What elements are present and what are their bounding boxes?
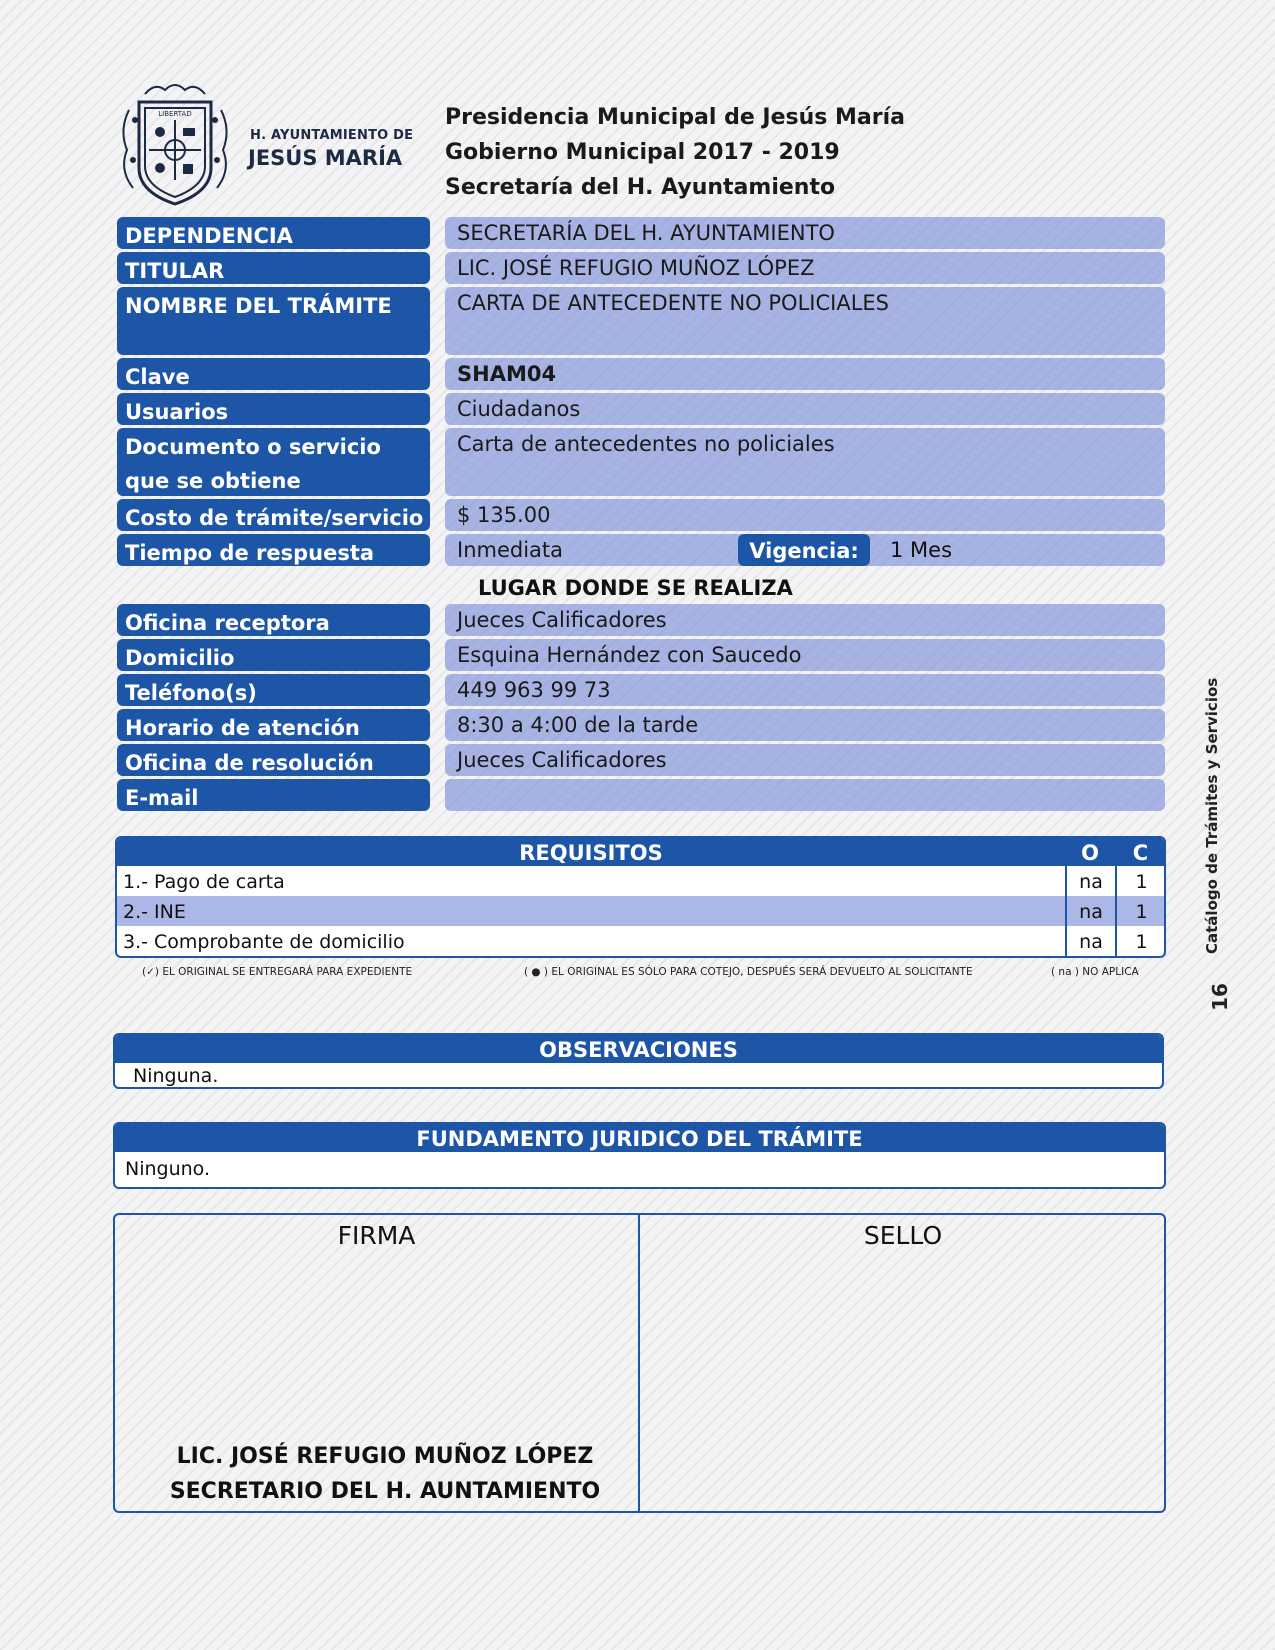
domicilio-label: Domicilio: [117, 639, 430, 671]
horario-value: 8:30 a 4:00 de la tarde: [445, 709, 1165, 741]
observaciones-title: OBSERVACIONES: [115, 1035, 1162, 1063]
heading-line-2: Gobierno Municipal 2017 - 2019: [445, 140, 840, 165]
observaciones-text: Ninguna.: [133, 1065, 219, 1087]
observaciones-box: [113, 1033, 1164, 1089]
telefono-label: Teléfono(s): [117, 674, 430, 706]
firma-sello-box: [113, 1213, 1166, 1513]
catalog-caption: Catálogo de Trámites y Servicios: [1203, 677, 1221, 954]
column-c-header: C: [1132, 841, 1149, 865]
oficina-receptora-value: Jueces Calificadores: [445, 604, 1165, 636]
lugar-heading: LUGAR DONDE SE REALIZA: [478, 576, 793, 600]
costo-label: Costo de trámite/servicio: [117, 499, 430, 531]
org-name-small: H. AYUNTAMIENTO DE: [250, 128, 414, 143]
requisito-text: 1.- Pago de carta: [123, 871, 285, 893]
table-row: [117, 926, 1164, 956]
document-heading: [445, 100, 905, 205]
nombre-tramite-label: NOMBRE DEL TRÁMITE: [117, 287, 430, 355]
telefono-value: 449 963 99 73: [445, 674, 1165, 706]
signatory-name: LIC. JOSÉ REFUGIO MUÑOZ LÓPEZ: [176, 1444, 594, 1469]
table-row: [117, 866, 1164, 896]
usuarios-value: Ciudadanos: [445, 393, 1165, 425]
dependencia-label: DEPENDENCIA: [117, 217, 430, 249]
oficina-receptora-label: Oficina receptora: [117, 604, 430, 636]
titular-label: TITULAR: [117, 252, 430, 284]
titular-value: LIC. JOSÉ REFUGIO MUÑOZ LÓPEZ: [445, 252, 1165, 284]
legend-no-aplica: ( na ) NO APLICA: [1051, 966, 1139, 978]
tiempo-label: Tiempo de respuesta: [117, 534, 430, 566]
oficina-resolucion-value: Jueces Calificadores: [445, 744, 1165, 776]
heading-line-1: Presidencia Municipal de Jesús María: [445, 105, 906, 130]
heading-line-3: Secretaría del H. Ayuntamiento: [445, 175, 836, 200]
email-label: E-mail: [117, 779, 430, 811]
documento-label-line-2: que se obtiene: [125, 469, 301, 493]
costo-value: $ 135.00: [445, 499, 1165, 531]
requisitos-title: REQUISITOS: [519, 841, 663, 865]
svg-text:LIBERTAD: LIBERTAD: [158, 110, 192, 118]
documento-value: Carta de antecedentes no policiales: [445, 428, 1165, 496]
usuarios-label: Usuarios: [117, 393, 430, 425]
clave-value: SHAM04: [445, 358, 1165, 390]
clave-label: Clave: [117, 358, 430, 390]
side-caption: [1203, 677, 1233, 1018]
legend-original-cotejo: ( ● ) EL ORIGINAL ES SÓLO PARA COTEJO, DESPUÉS SERÁ DEVUELTO AL SOLICITANTE: [524, 966, 973, 978]
table-row: [117, 896, 1164, 926]
requisito-text: 2.- INE: [123, 901, 186, 923]
vigencia-label: Vigencia:: [738, 534, 870, 566]
page-number: 16: [1207, 983, 1232, 1011]
fundamento-title: FUNDAMENTO JURIDICO DEL TRÁMITE: [115, 1124, 1164, 1152]
signatory-block: [115, 1439, 655, 1509]
horario-label: Horario de atención: [117, 709, 430, 741]
requisito-o: na: [1065, 866, 1115, 896]
vigencia-value: 1 Mes: [890, 538, 953, 562]
tiempo-value: Inmediata: [445, 534, 1165, 566]
email-value: [445, 779, 1165, 811]
sello-label: SELLO: [863, 1221, 943, 1250]
oficina-resolucion-label: Oficina de resolución: [117, 744, 430, 776]
legend-original-entregara: (✓) EL ORIGINAL SE ENTREGARÁ PARA EXPEDIENTE: [142, 966, 413, 978]
documento-label: [117, 428, 430, 496]
firma-label: FIRMA: [337, 1221, 416, 1250]
requisito-text: 3.- Comprobante de domicilio: [123, 931, 405, 953]
fundamento-text: Ninguno.: [125, 1158, 211, 1180]
dependencia-value: SECRETARÍA DEL H. AYUNTAMIENTO: [445, 217, 1165, 249]
requisito-o: na: [1065, 926, 1115, 956]
domicilio-value: Esquina Hernández con Saucedo: [445, 639, 1165, 671]
requisito-c: 1: [1115, 926, 1166, 956]
requisito-c: 1: [1115, 866, 1166, 896]
org-name-big: JESÚS MARÍA: [248, 146, 403, 170]
column-o-header: O: [1081, 841, 1099, 865]
signatory-role: SECRETARIO DEL H. AUNTAMIENTO: [169, 1479, 601, 1504]
municipal-coat-of-arms: [115, 80, 235, 208]
requisito-c: 1: [1115, 896, 1166, 926]
documento-label-line-1: Documento o servicio: [125, 435, 381, 459]
requisito-o: na: [1065, 896, 1115, 926]
requisitos-table: [115, 836, 1166, 958]
nombre-tramite-value: CARTA DE ANTECEDENTE NO POLICIALES: [445, 287, 1165, 355]
requisitos-header: [117, 838, 1164, 866]
fundamento-box: [113, 1122, 1166, 1189]
